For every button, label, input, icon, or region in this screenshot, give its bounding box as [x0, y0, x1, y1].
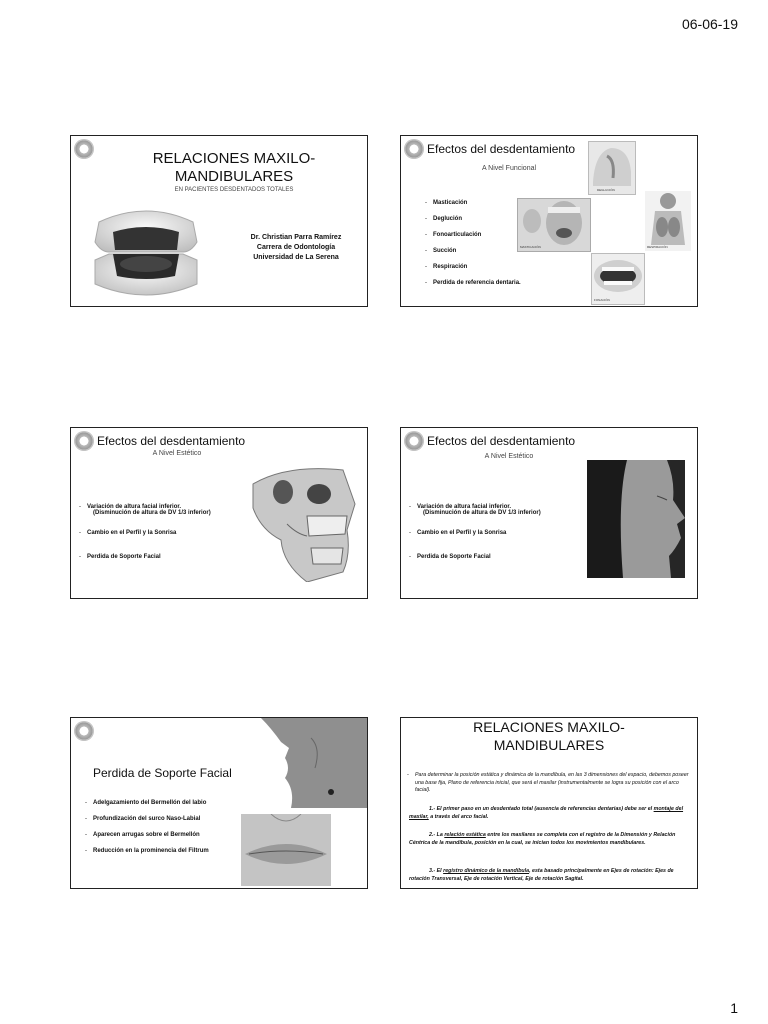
- slide-title: Efectos del desdentamiento: [427, 142, 576, 156]
- list-item: - Profundización del surco Naso-Labial: [85, 816, 265, 822]
- list-item-note: (Disminución de altura de DV 1/3 inferior): [423, 510, 541, 516]
- slide-subtitle: EN PACIENTES DESDENTADOS TOTALES: [174, 187, 294, 193]
- university-logo-icon: [404, 431, 424, 451]
- step-1-paragraph: 1.- El primer paso en un desdentado total (ausencia de referencias dentarias) debe ser el montaje del maxilar, a través del arco facial.: [409, 806, 684, 820]
- step-2-paragraph: 2.- La relación estática entre los maxilares se completa con el registro de la Dimensión y Relación Céntrica de la mandíbula, posición en la cual, se inician todos los movimientos mandibulares.: [409, 832, 676, 846]
- chewing-image: MASTICACIÓN: [517, 198, 591, 252]
- bullet-list: [85, 800, 265, 854]
- list-item: - Perdida de Soporte Facial: [409, 554, 579, 560]
- list-item: - Perdida de referencia dentaria.: [425, 280, 545, 286]
- breathing-image: RESPIRACIÓN: [645, 191, 691, 251]
- list-item: - Deglución: [425, 216, 545, 222]
- bullet-list: [409, 504, 579, 560]
- list-item: - Cambio en el Perfil y la Sonrisa: [79, 530, 249, 536]
- slide-title: RELACIONES MAXILO-MANDIBULARES: [473, 719, 625, 753]
- university-logo-icon: [74, 721, 94, 741]
- list-item: - Masticación: [425, 200, 545, 206]
- list-item: - Reducción en la prominencia del Filtrum: [85, 848, 265, 854]
- list-item: - Variación de altura facial inferior.: [79, 504, 249, 510]
- list-item: - Variación de altura facial inferior.: [409, 504, 579, 510]
- speech-image: FONACIÓN: [591, 253, 645, 305]
- swallowing-image: DEGLUCIÓN: [588, 141, 636, 195]
- slide-subtitle: A Nivel Estético: [484, 453, 534, 460]
- list-item-note: (Disminución de altura de DV 1/3 inferior): [93, 510, 211, 516]
- slide-title: Efectos del desdentamiento: [427, 434, 576, 448]
- slide-4: [400, 427, 698, 599]
- intro-paragraph: - Para determinar la posición estática y dinámica de la mandíbula, en las 3 dimensiones del espacio, debemos poseer una base fija, Plano de referencia inicial, que será el maxilar (instrumentalmente se logra su posición con el arco facial).: [407, 772, 689, 793]
- lips-photo: [241, 814, 331, 886]
- skull-image: [247, 464, 363, 582]
- author-name: Dr. Christian Parra Ramírez: [250, 234, 342, 241]
- university-logo-icon: [404, 139, 424, 159]
- program-name: Carrera de Odontología: [256, 244, 336, 251]
- denture-photo: [91, 202, 201, 300]
- list-item: - Adelgazamiento del Bermellón del labio: [85, 800, 265, 806]
- list-item: - Succión: [425, 248, 545, 254]
- university-logo-icon: [74, 431, 94, 451]
- list-item: - Perdida de Soporte Facial: [79, 554, 249, 560]
- slide-2: [400, 135, 698, 307]
- list-item: - Respiración: [425, 264, 545, 270]
- slide-6: [400, 717, 698, 889]
- university-logo-icon: [74, 139, 94, 159]
- list-item: - Cambio en el Perfil y la Sonrisa: [409, 530, 579, 536]
- page-number: 1: [730, 1000, 738, 1016]
- page-date: 06-06-19: [681, 16, 738, 32]
- slide-3: [70, 427, 368, 599]
- slide-title: RELACIONES MAXILO-MANDIBULARES: [152, 150, 316, 185]
- slide-title: Efectos del desdentamiento: [97, 434, 246, 448]
- profile-photo: [587, 460, 685, 578]
- face-profile-photo: [251, 718, 368, 808]
- step-3-paragraph: 3.- El registro dinámico de la mandíbula, esta basado principalmente en Ejes de rotación: Ejes de rotación Transversal, Eje de rotación Vertical, Eje de rotación Sagital.: [409, 868, 674, 882]
- list-item: - Fonoarticulación: [425, 232, 545, 238]
- slide-5: [70, 717, 368, 889]
- university-name: Universidad de La Serena: [253, 254, 339, 261]
- list-item: - Aparecen arrugas sobre el Bermellón: [85, 832, 265, 838]
- bullet-list: [79, 504, 249, 560]
- slide-title: Perdida de Soporte Facial: [93, 766, 232, 780]
- slide-subtitle: A Nivel Estético: [152, 450, 202, 457]
- slide-1: [70, 135, 368, 307]
- slide-subtitle: A Nivel Funcional: [481, 165, 537, 172]
